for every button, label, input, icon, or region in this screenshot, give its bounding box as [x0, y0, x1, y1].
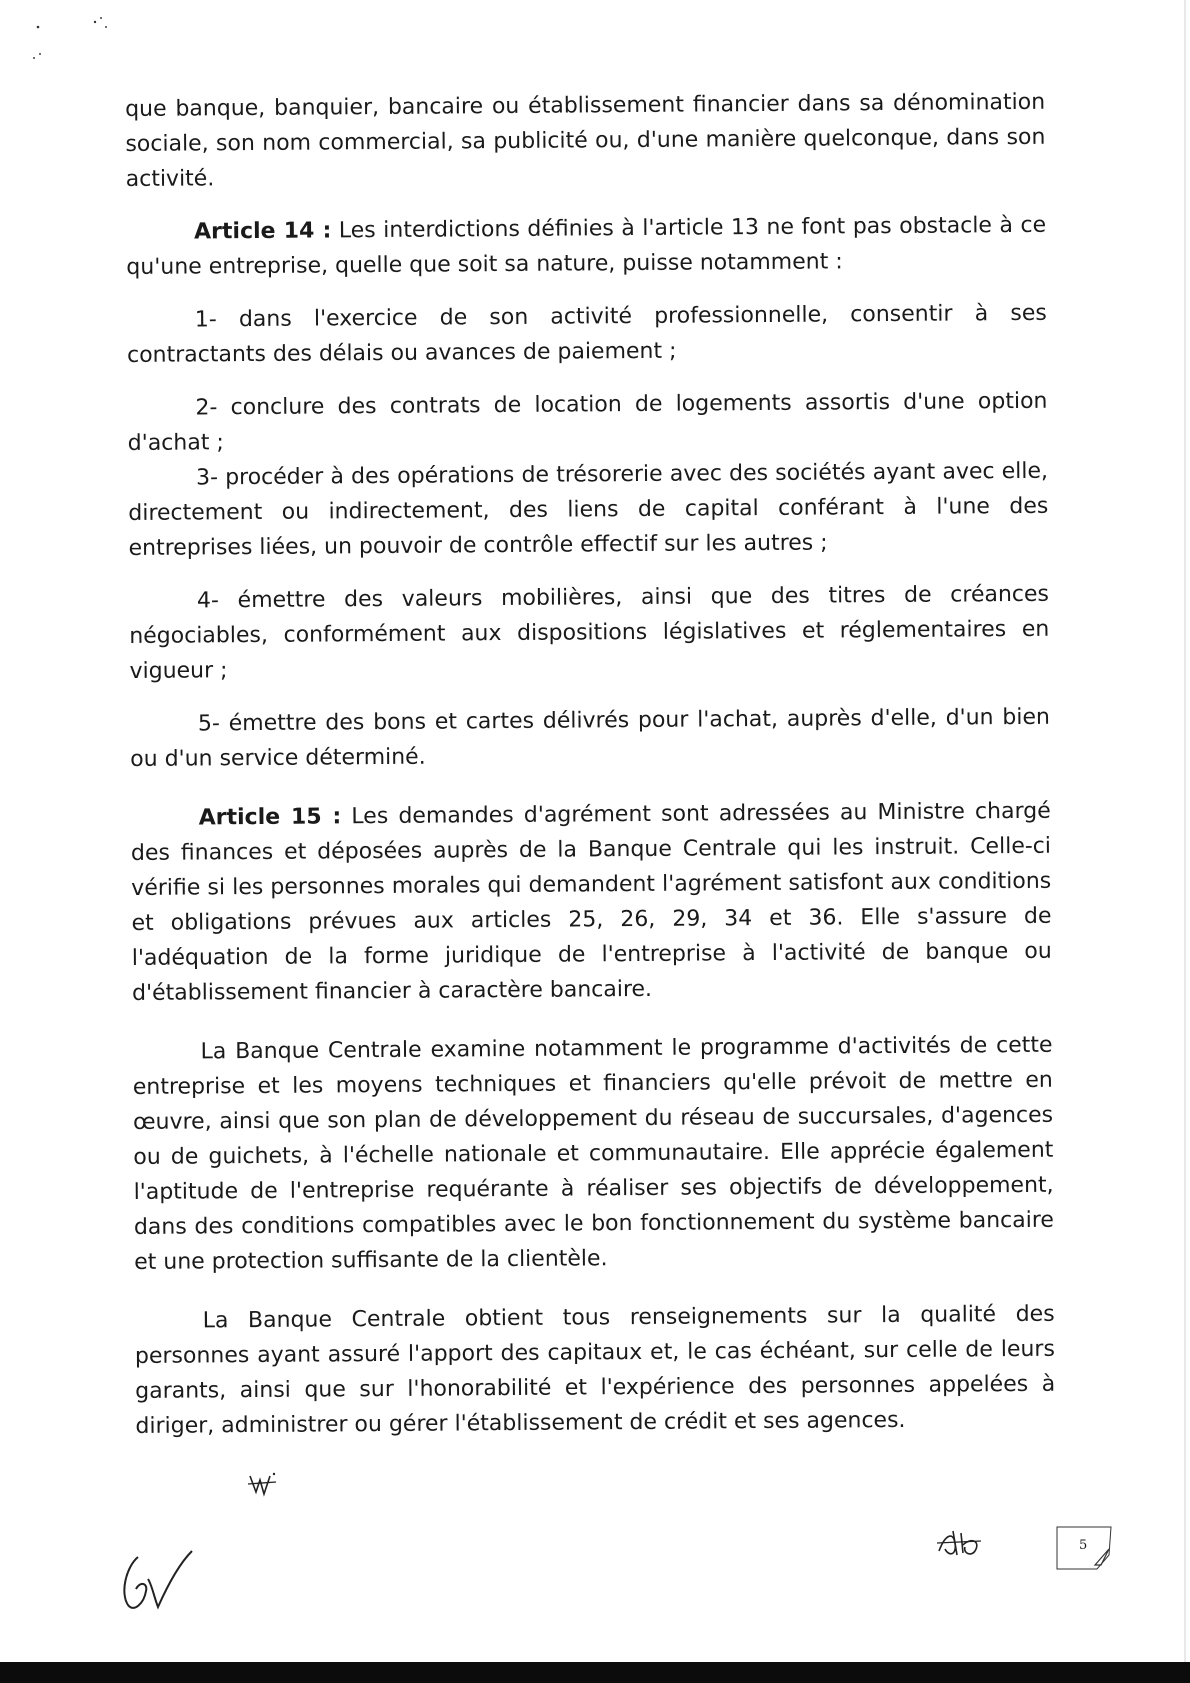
- paragraph-programme: La Banque Centrale examine notamment le programme d'activités de cette entreprise et les moyens techniques et financiers qu'elle prévoit de mettre en œuvre, ainsi que son plan de développement du réseau de succursales, d'agences ou de guichets, à l'échelle nationale et communautaire. Elle apprécie également l'aptitude de l'entreprise requérante à réaliser ses objectifs de développement, dans des conditions compatibles avec le bon fonctionnement du système bancaire et une protection suffisante de la clientèle.: [132, 1032, 1054, 1275]
- list-item-5: 5- émettre des bons et cartes délivrés pour l'achat, auprès d'elle, d'un bien ou d'un service déterminé.: [130, 704, 1051, 772]
- article-14-text: Les interdictions définies à l'article 13 ne font pas obstacle à ce qu'une entreprise, quelle que soit sa nature, puisse notamment :: [126, 212, 1047, 280]
- article-15-heading: Article 15 :: [198, 804, 342, 831]
- page-number: 5: [1079, 1538, 1088, 1553]
- list-item-4: 4- émettre des valeurs mobilières, ainsi que des titres de créances négociables, conformément aux dispositions législatives et réglementaires en vigueur ;: [129, 581, 1050, 684]
- list-item-2: 2- conclure des contrats de location de logements assortis d'une option d'achat ;: [127, 388, 1048, 456]
- initial-mark-small: [246, 1470, 282, 1500]
- scan-specks: [0, 0, 200, 70]
- initials-right: [935, 1525, 985, 1565]
- article-15: [131, 794, 1053, 1011]
- article-14: [126, 208, 1047, 285]
- paragraph-renseignements: La Banque Centrale obtient tous renseignements sur la qualité des personnes ayant assuré l'apport des capitaux et, le cas échéant, sur celle de leurs garants, ainsi que sur l'honorabilité et l'expérience des personnes appelées à diriger, administrer ou gérer l'établissement de crédit et ses agences.: [134, 1301, 1056, 1439]
- article-15-text: Les demandes d'agrément sont adressées au Ministre chargé des finances et déposées auprès de la Banque Centrale qui les instruit. Celle-ci vérifie si les personnes morales qui demandent l'agrément satisfont aux conditions et obligations prévues aux articles 25, 26, 29, 34 et 36. Elle s'assure de l'adéquation de la forme juridique de l'entreprise à l'activité de banque ou d'établissement financier à caractère bancaire.: [130, 798, 1052, 1006]
- signature-left: [118, 1545, 198, 1620]
- scan-edge-line: [1184, 0, 1186, 1662]
- paragraph-continuation: que banque, banquier, bancaire ou établissement financier dans sa dénomination sociale, son nom commercial, sa publicité ou, d'une manière quelconque, dans son activité.: [125, 89, 1046, 192]
- list-item-3: 3- procéder à des opérations de trésorerie avec des sociétés ayant avec elle, directement ou indirectement, des liens de capital conférant à l'une des entreprises liées, un pouvoir de contrôle effectif sur les autres ;: [128, 458, 1049, 561]
- article-14-heading: Article 14 :: [194, 218, 332, 245]
- scan-bottom-band: [0, 1662, 1190, 1683]
- list-item-1: 1- dans l'exercice de son activité professionnelle, consentir à ses contractants des délais ou avances de paiement ;: [126, 300, 1047, 368]
- document-body: [125, 85, 1056, 1444]
